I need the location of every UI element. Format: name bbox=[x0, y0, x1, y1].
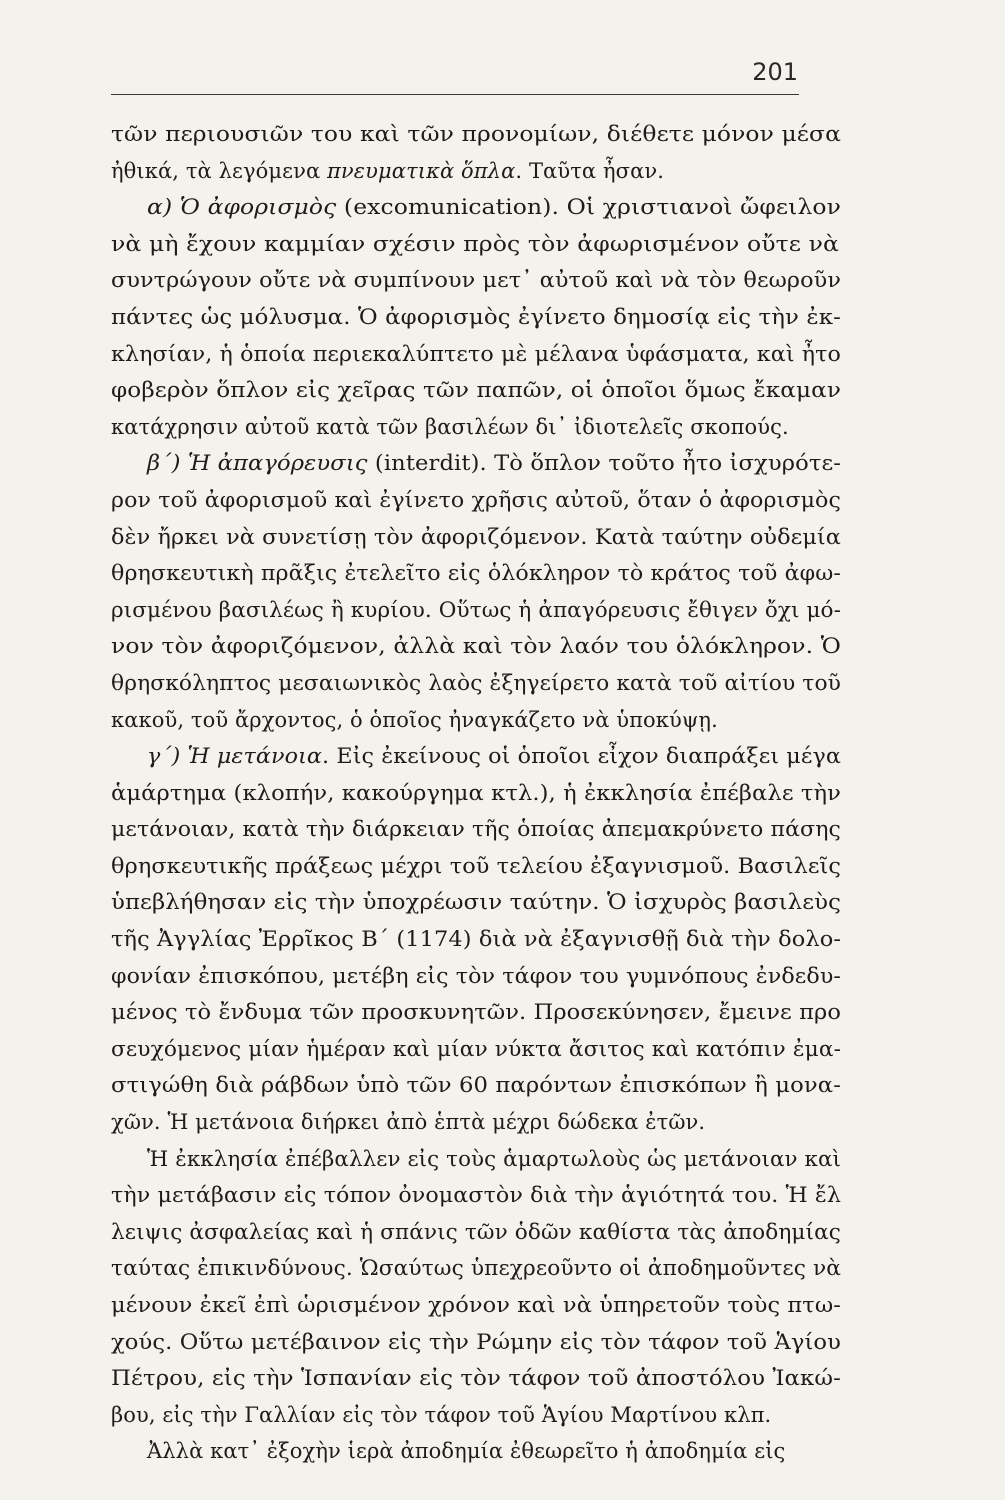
text-run: ρισμένου βασιλέως ἢ κυρίου. Οὕτως ἡ ἀπαγόρευσις ἔθιγεν ὄχι μό- bbox=[111, 597, 841, 622]
text-line bbox=[111, 1324, 841, 1361]
text-run: ἁμάρτημα (κλοπήν, κακούργημα κτλ.), ἡ ἐκκλησία ἐπέβαλε τὴν bbox=[111, 780, 841, 805]
header-rule bbox=[111, 94, 799, 95]
text-line bbox=[111, 775, 841, 812]
text-run: ρον τοῦ ἀφορισμοῦ καὶ ἐγίνετο χρῆσις αὐτοῦ, ὅταν ὁ ἀφορισμὸς bbox=[111, 487, 841, 512]
text-run: Ἀλλὰ κατ᾿ ἐξοχὴν ἱερὰ ἀποδημία ἐθεωρεῖτο ἡ ἀποδημία εἰς bbox=[147, 1439, 786, 1464]
text-line bbox=[111, 628, 841, 665]
text-run: συντρώγουν οὔτε νὰ συμπίνουν μετ᾿ αὐτοῦ καὶ νὰ τὸν θεωροῦν bbox=[111, 268, 842, 293]
italic-term: γ΄) Ἡ μετάνοια bbox=[147, 744, 323, 769]
text-run: μένος τὸ ἔνδυμα τῶν προσκυνητῶν. Προσεκύνησεν, ἔμεινε προ bbox=[111, 1000, 842, 1025]
text-run: ὑπεβλήθησαν εἰς τὴν ὑποχρέωσιν ταύτην. Ὁ ἰσχυρὸς βασιλεὺς bbox=[111, 890, 841, 915]
text-line bbox=[111, 1177, 841, 1214]
text-run: νὰ μὴ ἔχουν καμμίαν σχέσιν πρὸς τὸν ἀφωρισμένον οὔτε νὰ bbox=[111, 231, 840, 256]
text-line bbox=[111, 1250, 841, 1287]
text-line bbox=[111, 482, 841, 519]
text-line bbox=[111, 299, 841, 336]
text-run: χούς. Οὕτω μετέβαινον εἰς τὴν Ρώμην εἰς τὸν τάφον τοῦ Ἁγίου bbox=[111, 1329, 842, 1354]
text-line bbox=[111, 262, 841, 299]
text-run: κατάχρησιν αὐτοῦ κατὰ τῶν βασιλέων δι᾿ ἰδιοτελεῖς σκοπούς. bbox=[111, 414, 789, 439]
text-line bbox=[111, 226, 841, 263]
text-run: χῶν. Ἡ μετάνοια διήρκει ἀπὸ ἑπτὰ μέχρι δώδεκα ἐτῶν. bbox=[111, 1110, 706, 1135]
text-line bbox=[111, 1214, 841, 1251]
text-run: τὴν μετάβασιν εἰς τόπον ὀνομαστὸν διὰ τὴν ἁγιότητά του. Ἡ ἔλ bbox=[111, 1183, 841, 1208]
text-line bbox=[111, 994, 841, 1031]
text-run: (interdit). Τὸ ὅπλον τοῦτο ἦτο ἰσχυρότε- bbox=[367, 451, 842, 476]
text-line bbox=[111, 702, 841, 739]
text-run: φονίαν ἐπισκόπου, μετέβη εἰς τὸν τάφον του γυμνόπους ἐνδεδυ- bbox=[111, 963, 841, 988]
text-run: τῆς Ἀγγλίας Ἐρρῖκος Β΄ (1174) διὰ νὰ ἐξαγνισθῇ διὰ τὴν δολο- bbox=[111, 927, 842, 952]
body-text bbox=[111, 116, 841, 1470]
text-run: σευχόμενος μίαν ἡμέραν καὶ μίαν νύκτα ἄσιτος καὶ κατόπιν ἐμα- bbox=[111, 1036, 842, 1061]
text-line bbox=[111, 738, 841, 775]
text-run: θρησκόληπτος μεσαιωνικὸς λαὸς ἐξηγείρετο κατὰ τοῦ αἰτίου τοῦ bbox=[111, 670, 841, 695]
text-run: μένουν ἐκεῖ ἐπὶ ὡρισμένον χρόνον καὶ νὰ ὑπηρετοῦν τοὺς πτω- bbox=[111, 1293, 841, 1317]
text-line bbox=[111, 409, 841, 446]
text-run: θρησκευτικὴ πρᾶξις ἐτελεῖτο εἰς ὁλόκληρον τὸ κράτος τοῦ ἀφω- bbox=[111, 561, 842, 586]
text-line bbox=[111, 445, 841, 482]
text-run: φοβερὸν ὅπλον εἰς χεῖρας τῶν παπῶν, οἱ ὁποῖοι ὅμως ἔκαμαν bbox=[111, 378, 842, 403]
text-line bbox=[111, 1104, 841, 1141]
text-line bbox=[111, 1067, 841, 1104]
text-line bbox=[111, 189, 841, 226]
text-line bbox=[111, 884, 841, 921]
text-run: λειψις ἀσφαλείας καὶ ἡ σπάνις τῶν ὁδῶν καθίστα τὰς ἀποδημίας bbox=[111, 1219, 841, 1244]
text-run: στιγώθη διὰ ράβδων ὑπὸ τῶν 60 παρόντων ἐπισκόπων ἢ μονα- bbox=[111, 1073, 841, 1098]
text-run: κλησίαν, ἡ ὁποία περιεκαλύπτετο μὲ μέλανα ὑφάσματα, καὶ ἦτο bbox=[111, 341, 842, 366]
text-run: δὲν ἤρκει νὰ συνετίσῃ τὸν ἀφοριζόμενον. Κατὰ ταύτην οὐδεμία bbox=[111, 524, 841, 549]
page-number: 201 bbox=[752, 58, 798, 86]
text-run: μετάνοιαν, κατὰ τὴν διάρκειαν τῆς ὁποίας ἀπεμακρύνετο πάσης bbox=[111, 817, 841, 842]
text-line bbox=[111, 848, 841, 885]
text-line bbox=[111, 1360, 841, 1397]
text-run: Ἡ ἐκκλησία ἐπέβαλλεν εἰς τοὺς ἁμαρτωλοὺς ὡς μετάνοιαν καὶ bbox=[147, 1146, 842, 1171]
text-line bbox=[111, 1433, 841, 1470]
text-line bbox=[111, 1287, 841, 1324]
text-line bbox=[111, 592, 841, 629]
text-line bbox=[111, 1031, 841, 1068]
text-line bbox=[111, 336, 841, 373]
text-line bbox=[111, 519, 841, 556]
text-run: βου, εἰς τὴν Γαλλίαν εἰς τὸν τάφον τοῦ Ἁγίου Μαρτίνου κλπ. bbox=[111, 1402, 772, 1427]
italic-term: β΄) Ἡ ἀπαγόρευσις bbox=[147, 451, 368, 476]
italic-term: α) Ὁ ἀφορισμὸς bbox=[147, 195, 337, 220]
text-run: κακοῦ, τοῦ ἄρχοντος, ὁ ὁποῖος ἠναγκάζετο νὰ ὑποκύψῃ. bbox=[111, 707, 718, 732]
text-run: . Εἰς ἐκείνους οἱ ὁποῖοι εἶχον διαπράξει μέγα bbox=[322, 744, 841, 769]
text-line bbox=[111, 665, 841, 702]
text-line bbox=[111, 1397, 841, 1434]
text-line bbox=[111, 1141, 841, 1178]
text-run: τῶν περιουσιῶν του καὶ τῶν προνομίων, διέθετε μόνον μέσα bbox=[111, 122, 842, 146]
text-line bbox=[111, 811, 841, 848]
text-run: ἠθικά, τὰ λεγόμενα bbox=[111, 158, 328, 183]
text-line bbox=[111, 958, 841, 995]
text-run: νον τὸν ἀφοριζόμενον, ἀλλὰ καὶ τὸν λαόν του ὁλόκληρον. Ὁ bbox=[111, 634, 842, 659]
text-run: πάντες ὡς μόλυσμα. Ὁ ἀφορισμὸς ἐγίνετο δημοσίᾳ εἰς τὴν ἐκ- bbox=[111, 304, 841, 329]
text-line bbox=[111, 555, 841, 592]
text-line bbox=[111, 116, 841, 153]
italic-term: πνευματικὰ ὅπλα bbox=[327, 158, 516, 183]
text-line bbox=[111, 153, 841, 190]
text-run: (excomunication). Οἱ χριστιανοὶ ὤφειλον bbox=[336, 195, 842, 220]
text-run: θρησκευτικῆς πράξεως μέχρι τοῦ τελείου ἐξαγνισμοῦ. Βασιλεῖς bbox=[111, 853, 842, 878]
text-run: ταύτας ἐπικινδύνους. Ὡσαύτως ὑπεχρεοῦντο οἱ ἀποδημοῦντες νὰ bbox=[111, 1256, 842, 1281]
text-run: Πέτρου, εἰς τὴν Ἱσπανίαν εἰς τὸν τάφον τοῦ ἀποστόλου Ἰακώ- bbox=[111, 1366, 841, 1391]
text-line bbox=[111, 372, 841, 409]
text-line bbox=[111, 921, 841, 958]
text-run: . Ταῦτα ἦσαν. bbox=[515, 158, 665, 183]
